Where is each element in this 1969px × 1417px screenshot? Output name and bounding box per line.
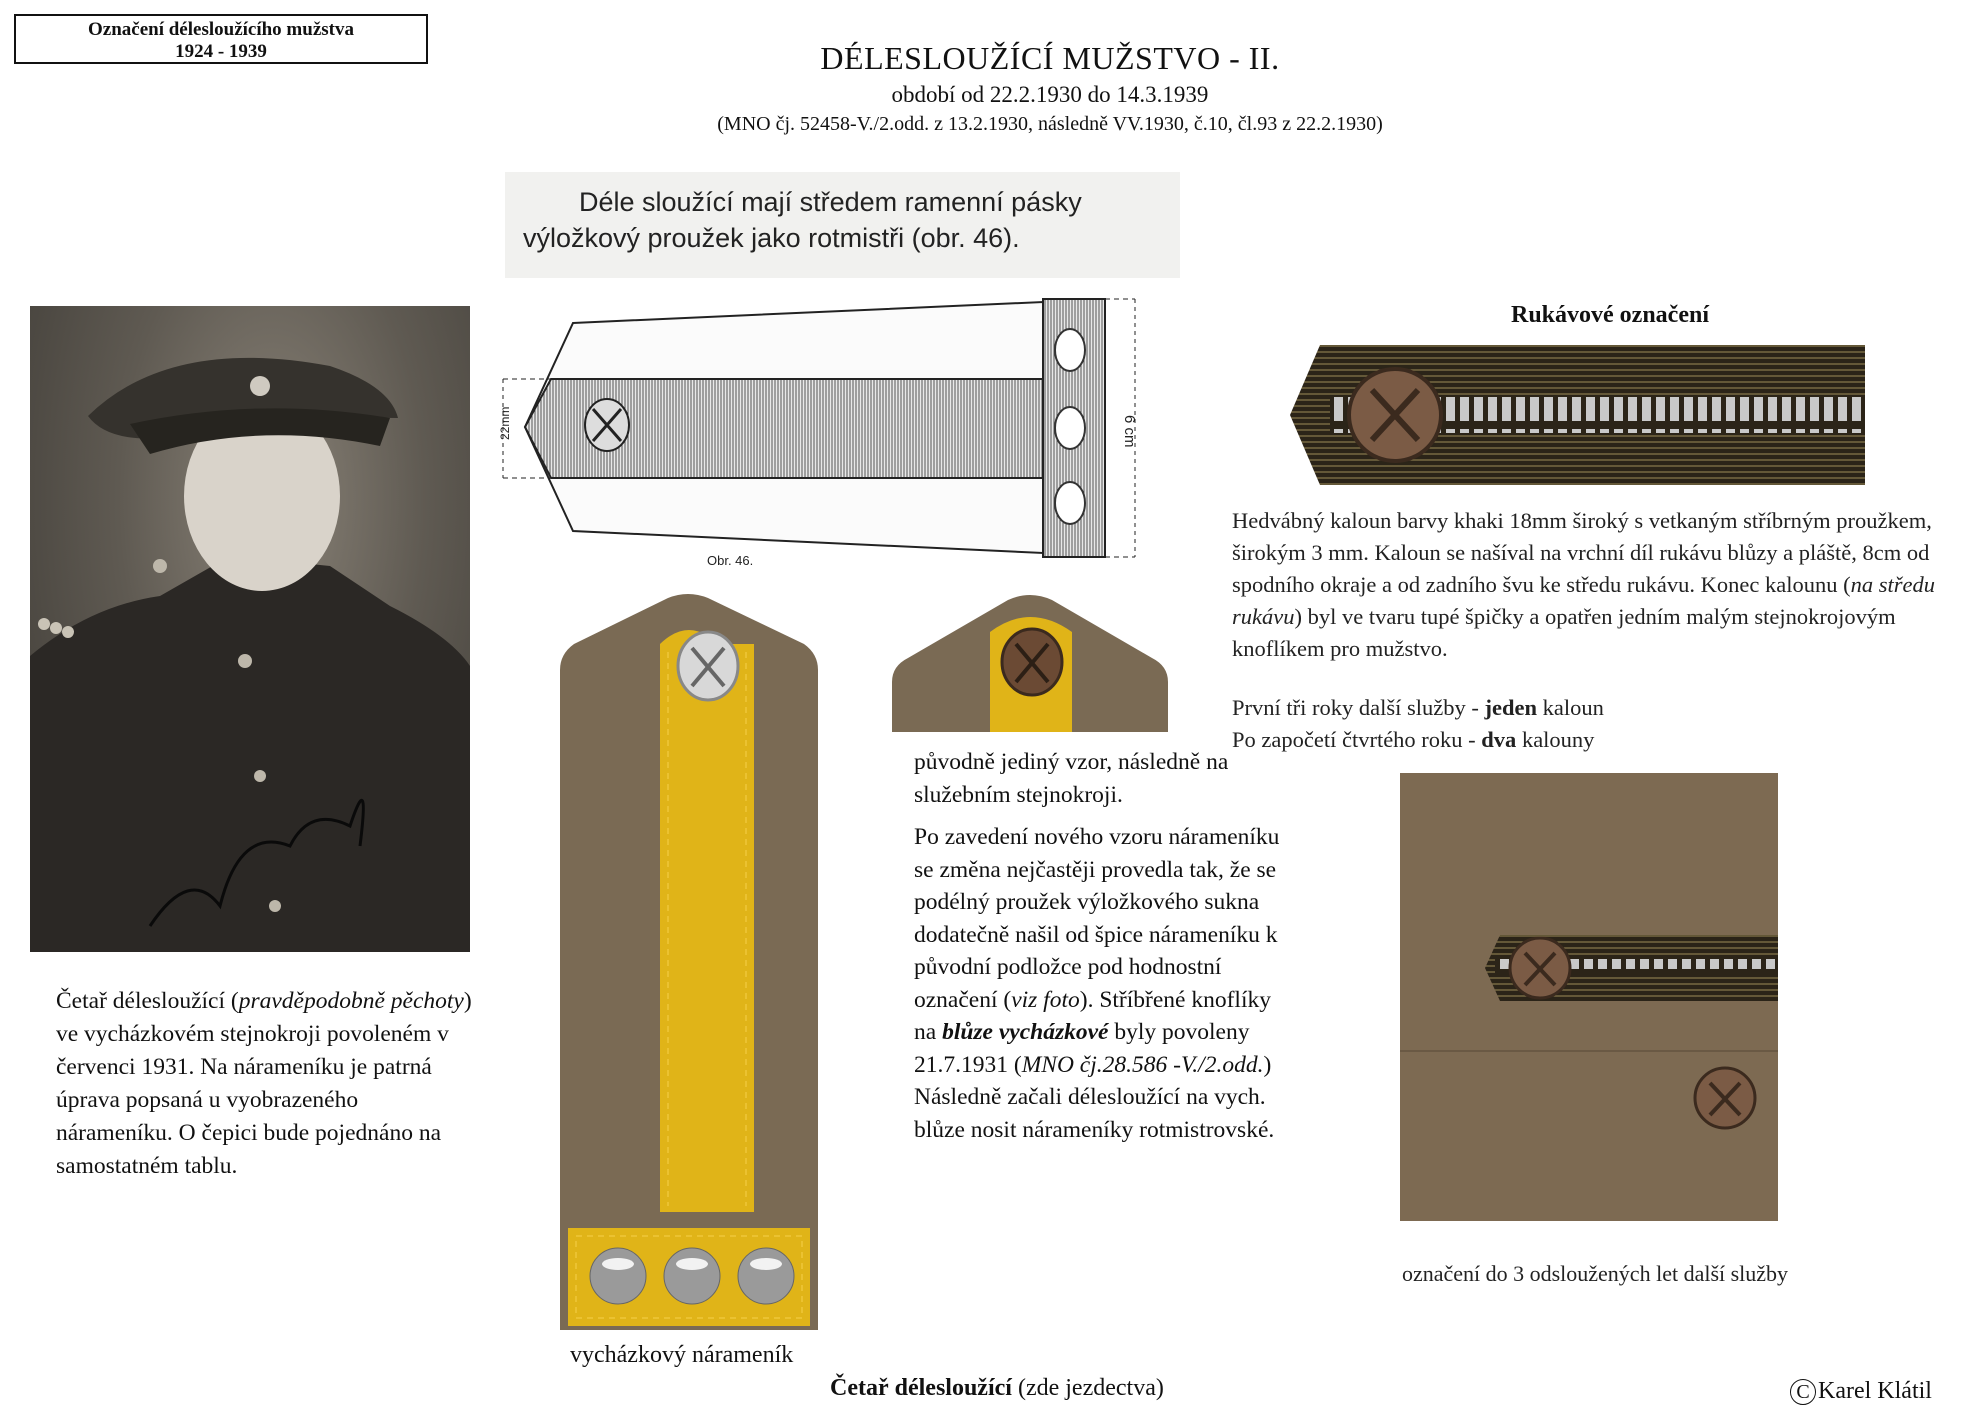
height-label: 6 cm [1121,415,1138,448]
rule-two-galloons: Po započetí čtvrtého roku - dva kalouny [1232,727,1595,752]
bronze-emblem-button-icon [1002,629,1062,695]
button-emblem-icon [585,399,629,451]
walking-out-shoulder-strap [548,592,838,1330]
portrait-caption: Četař délesloužící (pravděpodobně pěchoty) ve vycházkovém stejnokroji povoleném v červenci 1931. Na nárameníku je patrná úprava popsaná u vyobrazeného nárameníku. O čepici bude pojednáno na samostatném tablu. [56,988,472,1179]
sleeve-cloth-caption: označení do 3 odsloužených let další služby [1401,1261,1789,1286]
sleeve-insignia-description: Hedvábný kaloun barvy khaki 18mm široký s vetkaným stříbrným proužkem, širokým 3 mm. Kaloun se našíval na vrchní díl rukávu blůzy a pláště, 8cm od spodního okraje a od zadního švu ke středu rukávu. Konec kalounu (na středu rukávu) byl ve tvaru tupé špičky a opatřen jedním malým stejnokrojovým knoflíkem pro mužstvo. [1232,508,1935,661]
sleeve-cloth-image [1400,773,1778,1221]
bronze-button-icon [1349,369,1441,461]
series-label-box [14,14,428,64]
quote-line-2: výložkový proužek jako rotmistři (obr. 46). [523,223,1020,253]
silver-emblem-button-icon [678,632,738,700]
page-title: DÉLESLOUŽÍCÍ MUŽSTVO - II. [820,40,1280,76]
series-label: Označení délesloužícího mužstva [88,19,354,40]
sleeve-insignia-heading: Rukávové označení [1511,302,1709,328]
width-label: 22mm [498,406,512,440]
cap-badge-icon [250,376,270,396]
cuff-button-icon [1695,1068,1755,1128]
service-shoulder-strap-top [890,592,1170,732]
regulation-quote [505,172,1180,278]
sleeve-galloon-image [1290,345,1865,485]
silver-buttons [590,1248,794,1304]
soldier-portrait-photo [30,306,470,952]
author-name: Karel Klátil [1818,1378,1932,1404]
figure-label: Obr. 46. [707,553,754,568]
quote-line-1: Déle sloužící mají středem ramenní pásky [579,187,1082,217]
strap-description-p1: původně jediný vzor, následně na služebním stejnokroji. [914,749,1229,808]
period-subtitle: období od 22.2.1930 do 14.3.1939 [891,82,1209,107]
copyright [1790,1378,1932,1405]
strap-caption: vycházkový nárameník [570,1342,794,1368]
bottom-caption: Četař délesloužící (zde jezdectva) [830,1375,1164,1401]
shoulder-strap-diagram [495,285,1215,580]
strap-description [914,746,1294,1156]
decree-reference: (MNO čj. 52458-V./2.odd. z 13.2.1930, následně VV.1930, č.10, čl.93 z 22.2.1930) [717,113,1383,135]
rule-one-galloon: První tři roky další služby - jeden kaloun [1232,695,1604,720]
copyright-icon: C [1790,1379,1816,1405]
sleeve-insignia-rules [1232,692,1832,756]
buttons-diagram [1055,329,1085,524]
yellow-stripe [660,630,754,1212]
strap-description-p2: Po zavedení nového vzoru nárameníku se změna nejčastěji provedla tak, že se podélný proužek výložkového sukna dodatečně našil od špice nárameníku k původní podložce pod hodnostní označení (viz foto). Stříbřené knoflíky na blůze vycházkové byly povoleny 21.7.1931 (MNO čj.28.586 -V./2.odd.) Následně začali délesloužící na vych. blůze nosit nárameníky rotmistrovské. [914,824,1280,1143]
sleeve-button-icon [1510,938,1570,998]
portrait-illustration [30,306,470,952]
series-years: 1924 - 1939 [175,41,267,62]
